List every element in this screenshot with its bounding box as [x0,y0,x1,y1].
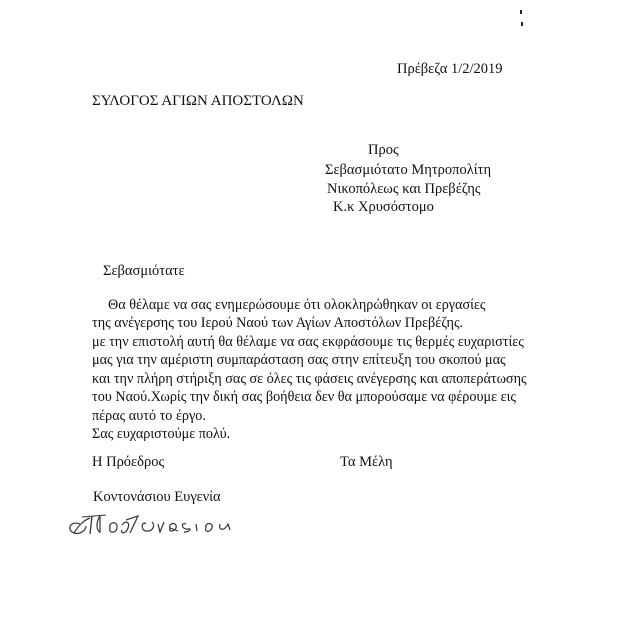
body-line: και την πλήρη στήριξη σας σε όλες τις φάσεις ανέγερσης και αποπεράτωσης [92,371,527,387]
body-line: πέρας αυτό το έργο. [92,408,206,424]
date-line: Πρέβεζα 1/2/2019 [397,61,503,77]
body-line: του Ναού.Χωρίς την δική σας βοήθεια δεν θα μπορούσαμε να φέρουμε εις [92,389,517,405]
body-line: Σας ευχαριστούμε πολύ. [92,426,231,442]
recipient-line-3: Κ.κ Χρυσόστομο [333,199,434,215]
president-title: Η Πρόεδρος [92,454,165,470]
body-line: με την επιστολή αυτή θα θέλαμε να σας εκφράσουμε τις θερμές ευχαριστίες [92,334,524,350]
body-line: Θα θέλαμε να σας ενημερώσουμε ότι ολοκληρώθηκαν οι εργασίες [108,297,486,313]
handwritten-signature [60,500,270,540]
scan-mark-bottom [521,22,523,26]
sender-name: ΣΥΛΟΓΟΣ ΑΓΙΩΝ ΑΠΟΣΤΟΛΩΝ [92,93,304,109]
president-name: Κοντονάσιου Ευγενία [93,489,221,505]
members-title: Τα Μέλη [340,454,393,470]
scan-mark-top [520,10,522,14]
recipient-line-2: Νικοπόλεως και Πρεβέζης [327,181,481,197]
salutation: Σεβασμιότατε [103,263,185,279]
recipient-line-1: Σεβασμιότατο Μητροπολίτη [325,162,492,178]
body-line: μας για την αμέριστη συμπαράσταση σας στην επίτευξη του σκοπού μας [92,352,506,368]
body-line: της ανέγερσης του Ιερού Ναού των Αγίων Αποστόλων Πρεβέζης. [92,315,464,331]
recipient-to: Προς [368,142,399,158]
